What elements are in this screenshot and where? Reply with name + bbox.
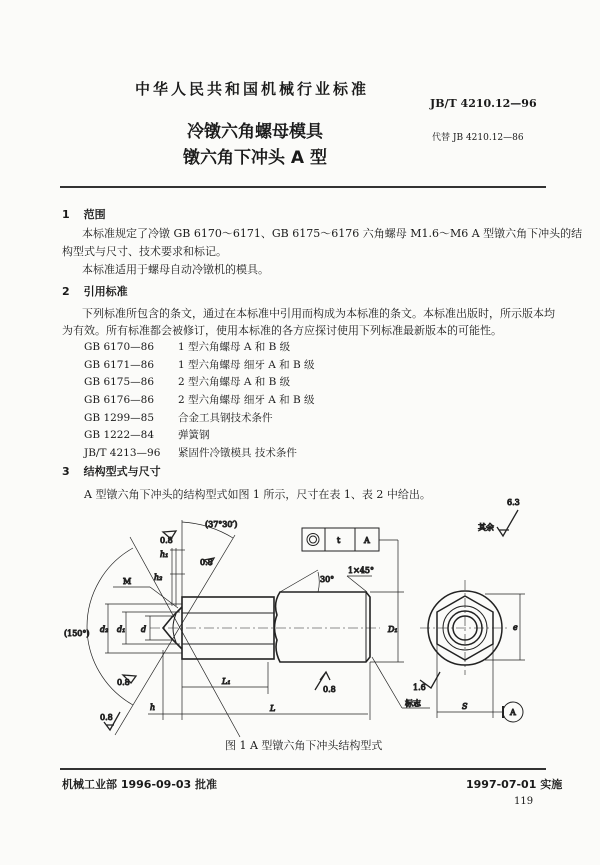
label-l: L xyxy=(270,704,276,713)
angle-left: (150°) xyxy=(64,629,90,638)
reference-name: 合金工具钢技术条件 xyxy=(178,412,273,424)
mark-label: 标志 xyxy=(405,699,421,708)
label-d2: d₂ xyxy=(100,625,109,634)
replaces-standard: 代替 JB 4210.12—86 xyxy=(432,133,524,143)
figure-caption: 图 1 A 型镦六角下冲头结构型式 xyxy=(225,739,383,752)
label-h1: h₁ xyxy=(160,550,169,559)
issuing-organization: 中华人民共和国机械行业标准 xyxy=(135,80,370,98)
reference-name: 弹簧钢 xyxy=(178,429,210,441)
reference-name: 1 型六角螺母 A 和 B 级 xyxy=(178,341,291,353)
section-number: 1 xyxy=(62,208,70,221)
label-h2: h₂ xyxy=(154,573,163,582)
section-number: 2 xyxy=(62,285,70,298)
section-title: 结构型式与尺寸 xyxy=(83,465,161,478)
label-d1: d₁ xyxy=(117,625,126,634)
document-title-line2: 镦六角下冲头 A 型 xyxy=(183,148,327,168)
punch-side-view xyxy=(163,592,370,662)
rough-08: 0.8 xyxy=(117,678,130,687)
paragraph: 本标准规定了冷镦 GB 6170～6171、GB 6175～6176 六角螺母 M1.6～M6 A 型镦六角下冲头的结 xyxy=(82,227,583,240)
tolerance-value: t xyxy=(337,536,341,545)
page-number: 119 xyxy=(514,796,534,807)
standard-number: JB/T 4210.12—96 xyxy=(430,97,537,110)
reference-code: GB 6175—86 xyxy=(84,376,155,388)
label-m: M xyxy=(123,577,132,586)
section-title: 引用标准 xyxy=(83,285,128,298)
document-title-line1: 冷镦六角螺母模具 xyxy=(187,122,323,142)
implementation-date: 1997-07-01 实施 xyxy=(466,778,563,791)
reference-name: 2 型六角螺母 A 和 B 级 xyxy=(178,376,291,388)
datum-label: A xyxy=(510,708,516,717)
reference-code: GB 6176—86 xyxy=(84,394,155,406)
section-title: 范围 xyxy=(83,208,106,221)
angle-top: (37°30′) xyxy=(205,520,238,529)
reference-code: GB 1299—85 xyxy=(84,412,155,424)
label-e: e xyxy=(513,623,518,632)
rough-08: 0.8 xyxy=(200,558,213,567)
reference-code: JB/T 4213—96 xyxy=(84,447,161,459)
rough-08: 0.8 xyxy=(323,685,336,694)
reference-name: 紧固件冷镦模具 技术条件 xyxy=(178,447,297,459)
rough-08: 0.8 xyxy=(100,713,113,722)
rough-16: 1.6 xyxy=(413,683,426,692)
approval-info: 机械工业部 1996-09-03 批准 xyxy=(62,778,218,791)
reference-name: 1 型六角螺母 细牙 A 和 B 级 xyxy=(178,359,315,371)
paragraph: 本标准适用于螺母自动冷镦机的模具。 xyxy=(82,263,269,276)
label-d: d xyxy=(141,625,147,634)
label-d1-big: D₁ xyxy=(388,625,398,634)
reference-code: GB 6171—86 xyxy=(84,359,155,371)
reference-code: GB 1222—84 xyxy=(84,429,155,441)
reference-code: GB 6170—86 xyxy=(84,341,155,353)
rough-63: 6.3 xyxy=(507,498,520,507)
section-number: 3 xyxy=(62,465,70,478)
paragraph: 下列标准所包含的条文，通过在本标准中引用而构成为本标准的条文。本标准出版时，所示版本均 xyxy=(82,307,555,320)
rest-label: 其余 xyxy=(478,523,494,532)
label-l1: L₁ xyxy=(222,677,231,686)
concentricity-icon xyxy=(307,534,319,546)
rough-08: 0.8 xyxy=(160,536,173,545)
tolerance-datum: A xyxy=(364,536,370,545)
paragraph: 构型式与尺寸、技术要求和标记。 xyxy=(62,245,227,258)
angle-30: 30° xyxy=(320,575,335,584)
label-h: h xyxy=(150,703,156,712)
paragraph: 为有效。所有标准都会被修订，使用本标准的各方应探讨使用下列标准最新版本的可能性。 xyxy=(62,324,502,337)
chamfer-label: 1×45° xyxy=(348,566,374,575)
paragraph: A 型镦六角下冲头的结构型式如图 1 所示，尺寸在表 1、表 2 中给出。 xyxy=(84,488,431,501)
reference-name: 2 型六角螺母 细牙 A 和 B 级 xyxy=(178,394,315,406)
label-s: S xyxy=(462,702,468,711)
footer-rule xyxy=(60,768,546,770)
